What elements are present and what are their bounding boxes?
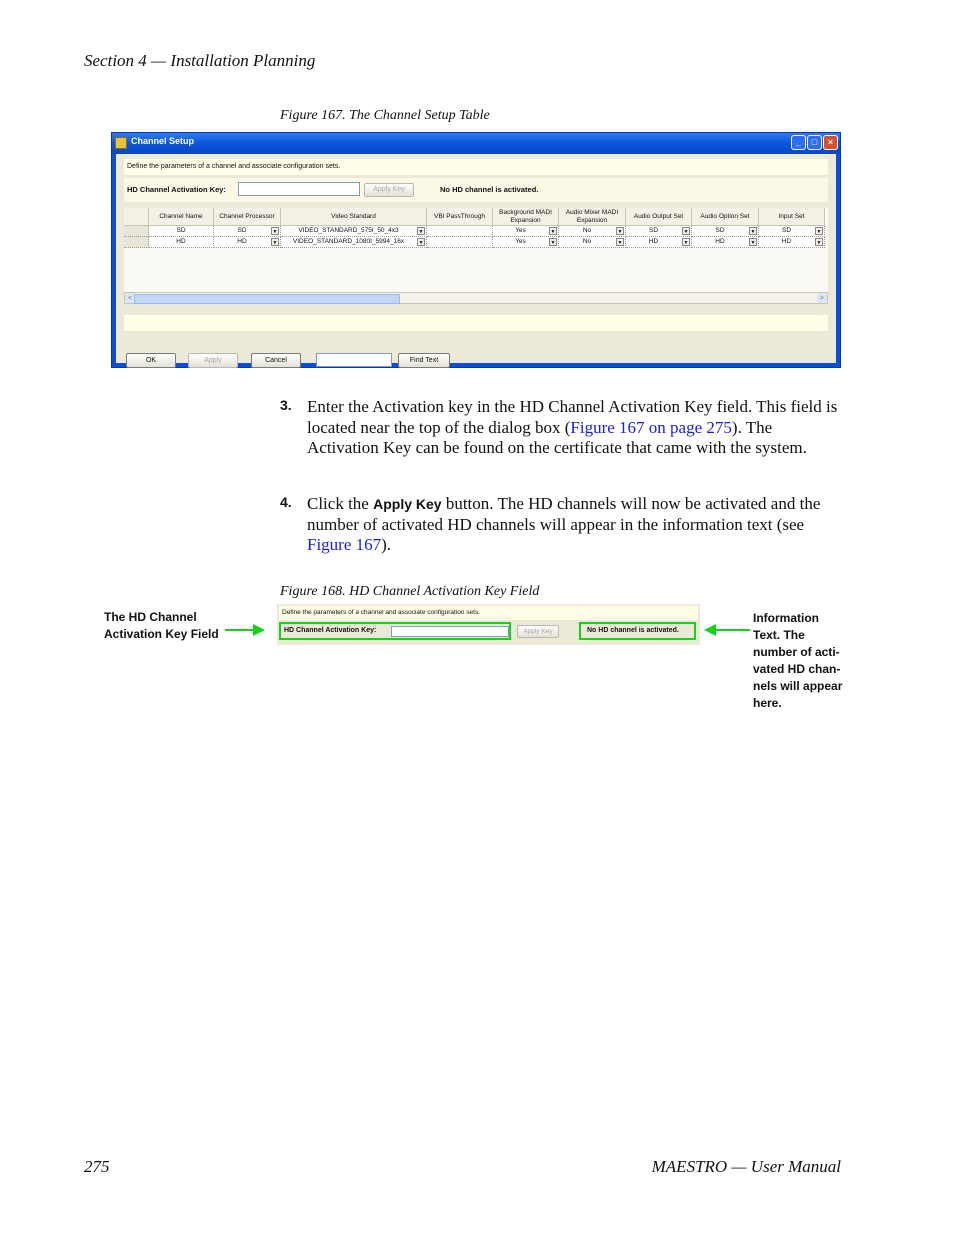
channel-grid: [124, 208, 828, 294]
minimize-icon[interactable]: _: [791, 135, 806, 150]
grid-cell[interactable]: [427, 237, 493, 248]
cell-value: SD: [781, 227, 792, 234]
status-highlight: [579, 622, 696, 640]
dropdown-arrow-icon[interactable]: ▼: [272, 229, 278, 235]
step-text-part: ).: [381, 535, 392, 554]
step-text-part: Enter the Activation key in the HD Channel Activation Key field. This field is located near the top of the dialog box (: [307, 397, 838, 437]
grid-cell[interactable]: SD: [149, 226, 214, 237]
row-header[interactable]: [124, 237, 149, 248]
dropdown-arrow-icon[interactable]: ▼: [550, 229, 556, 235]
dropdown-arrow-icon[interactable]: ▼: [272, 240, 278, 246]
grid-cell[interactable]: HD: [149, 237, 214, 248]
cell-value: No: [582, 238, 592, 245]
figure-link[interactable]: Figure 167: [307, 535, 382, 554]
section-header: Section 4 — Installation Planning: [84, 51, 316, 70]
maximize-icon[interactable]: □: [807, 135, 822, 150]
figure-167-caption: Figure 167. The Channel Setup Table: [280, 108, 490, 123]
step-text-part: ). The Activation Key can be found on the certificate that came with the system.: [307, 417, 807, 457]
grid-cell[interactable]: [559, 226, 626, 237]
apply-key-button[interactable]: Apply Key: [364, 183, 414, 197]
col-header[interactable]: Background MADI Expansion: [493, 208, 559, 226]
col-header[interactable]: Audio Output Set: [626, 208, 692, 226]
cell-value: Yes: [515, 227, 526, 234]
col-header[interactable]: Video Standard: [281, 208, 427, 226]
dropdown-arrow-icon[interactable]: ▼: [418, 229, 424, 235]
ok-button[interactable]: OK: [126, 353, 176, 368]
note-line: nels will appear: [753, 679, 843, 693]
note-line: number of acti-: [753, 645, 840, 659]
cell-value: HD: [648, 238, 659, 245]
grid-cell[interactable]: [626, 237, 692, 248]
step-text-part: button. The HD channels will now be activated and the number of activated HD channels will appear in the information text (see: [307, 494, 821, 534]
activation-key-input[interactable]: [391, 626, 509, 637]
step-number: 3.: [280, 397, 292, 413]
app-icon: [115, 137, 127, 149]
activation-key-strip: [277, 604, 700, 645]
description-text: Define the parameters of a channel and associate configuration sets.: [279, 606, 698, 620]
apply-key-term: Apply Key: [373, 496, 442, 512]
left-note: [104, 609, 219, 643]
title-bar: [112, 133, 840, 154]
cell-value: HD: [715, 238, 725, 245]
step-text: [307, 494, 840, 556]
channel-setup-window: [111, 132, 841, 368]
activation-key-input[interactable]: [238, 182, 360, 196]
key-field-highlight: [279, 622, 511, 640]
col-header[interactable]: Audio Option Set: [692, 208, 759, 226]
manual-title: MAESTRO — User Manual: [651, 1157, 841, 1176]
step-text-part: Click the: [307, 494, 374, 513]
figure-link[interactable]: Figure 167 on page 275: [570, 417, 732, 437]
scroll-thumb[interactable]: [134, 294, 400, 304]
dropdown-arrow-icon[interactable]: ▼: [816, 240, 822, 246]
cell-value: SD: [648, 227, 659, 234]
grid-cell[interactable]: [281, 237, 427, 248]
step-4: [280, 494, 840, 556]
grid-cell[interactable]: [626, 226, 692, 237]
cell-value: HD: [237, 238, 247, 245]
cell-value: SD: [237, 227, 247, 234]
row-header-corner: [124, 208, 149, 226]
close-icon[interactable]: ×: [823, 135, 838, 150]
note-line: Text. The: [753, 628, 805, 642]
activation-status-text: No HD channel is activated.: [587, 627, 679, 634]
dialog-client: [116, 154, 836, 363]
step-number: 4.: [280, 494, 292, 510]
grid-cell[interactable]: [493, 226, 559, 237]
dropdown-arrow-icon[interactable]: ▼: [750, 240, 756, 246]
col-header[interactable]: Channel Name: [149, 208, 214, 226]
note-line: Information: [753, 611, 819, 625]
cell-value: VIDEO_STANDARD_1080I_5994_16x: [292, 238, 405, 245]
grid-cell[interactable]: [214, 226, 281, 237]
activation-key-label: HD Channel Activation Key:: [284, 627, 377, 634]
step-3: [280, 397, 840, 459]
right-arrow-icon: [225, 622, 267, 638]
activation-key-label: HD Channel Activation Key:: [127, 185, 226, 194]
step-text: [307, 397, 840, 459]
col-header[interactable]: VBI PassThrough: [427, 208, 493, 226]
cancel-button[interactable]: Cancel: [251, 353, 301, 368]
grid-cell[interactable]: [493, 237, 559, 248]
dropdown-arrow-icon[interactable]: ▼: [816, 229, 822, 235]
cell-value: Yes: [515, 238, 526, 245]
dropdown-arrow-icon[interactable]: ▼: [750, 229, 756, 235]
cell-value: SD: [715, 227, 725, 234]
cell-value: VIDEO_STANDARD_575I_50_4x3: [298, 227, 399, 234]
grid-cell[interactable]: [759, 226, 825, 237]
grid-cell[interactable]: [692, 226, 759, 237]
col-header[interactable]: Audio Mixer MADI Expansion: [559, 208, 626, 226]
grid-cell[interactable]: [281, 226, 427, 237]
note-line: here.: [753, 696, 782, 710]
note-line: Activation Key Field: [104, 627, 219, 641]
activation-status-text: No HD channel is activated.: [440, 185, 539, 194]
dropdown-arrow-icon[interactable]: ▼: [683, 229, 689, 235]
dropdown-arrow-icon[interactable]: ▼: [617, 240, 623, 246]
find-text-input[interactable]: [316, 353, 392, 367]
window-title: Channel Setup: [131, 136, 195, 146]
scroll-left-icon[interactable]: <: [125, 293, 135, 303]
dropdown-arrow-icon[interactable]: ▼: [418, 240, 424, 246]
col-header[interactable]: Channel Processor: [214, 208, 281, 226]
note-line: vated HD chan-: [753, 662, 841, 676]
col-header[interactable]: Input Set: [759, 208, 825, 226]
page-number: 275: [84, 1157, 110, 1176]
dropdown-arrow-icon[interactable]: ▼: [617, 229, 623, 235]
dropdown-arrow-icon[interactable]: ▼: [550, 240, 556, 246]
right-note: [753, 610, 842, 712]
figure-168-caption: Figure 168. HD Channel Activation Key Field: [280, 584, 540, 599]
note-line: The HD Channel: [104, 610, 197, 624]
cell-value: No: [582, 227, 592, 234]
cell-value: HD: [781, 238, 792, 245]
row-header[interactable]: [124, 226, 149, 237]
scroll-right-icon[interactable]: >: [817, 293, 827, 303]
apply-button[interactable]: Apply: [188, 353, 238, 368]
grid-cell[interactable]: [214, 237, 281, 248]
grid-cell[interactable]: [692, 237, 759, 248]
left-arrow-icon: [704, 622, 750, 638]
dropdown-arrow-icon[interactable]: ▼: [683, 240, 689, 246]
grid-cell[interactable]: [427, 226, 493, 237]
apply-key-button[interactable]: Apply Key: [517, 625, 559, 638]
grid-cell[interactable]: [559, 237, 626, 248]
horizontal-scrollbar[interactable]: [124, 292, 828, 304]
description-text: Define the parameters of a channel and associate configuration sets.: [124, 159, 828, 175]
activation-key-row: [124, 178, 828, 202]
find-text-button[interactable]: Find Text: [398, 353, 450, 368]
status-area: [124, 315, 828, 331]
grid-cell[interactable]: [759, 237, 825, 248]
